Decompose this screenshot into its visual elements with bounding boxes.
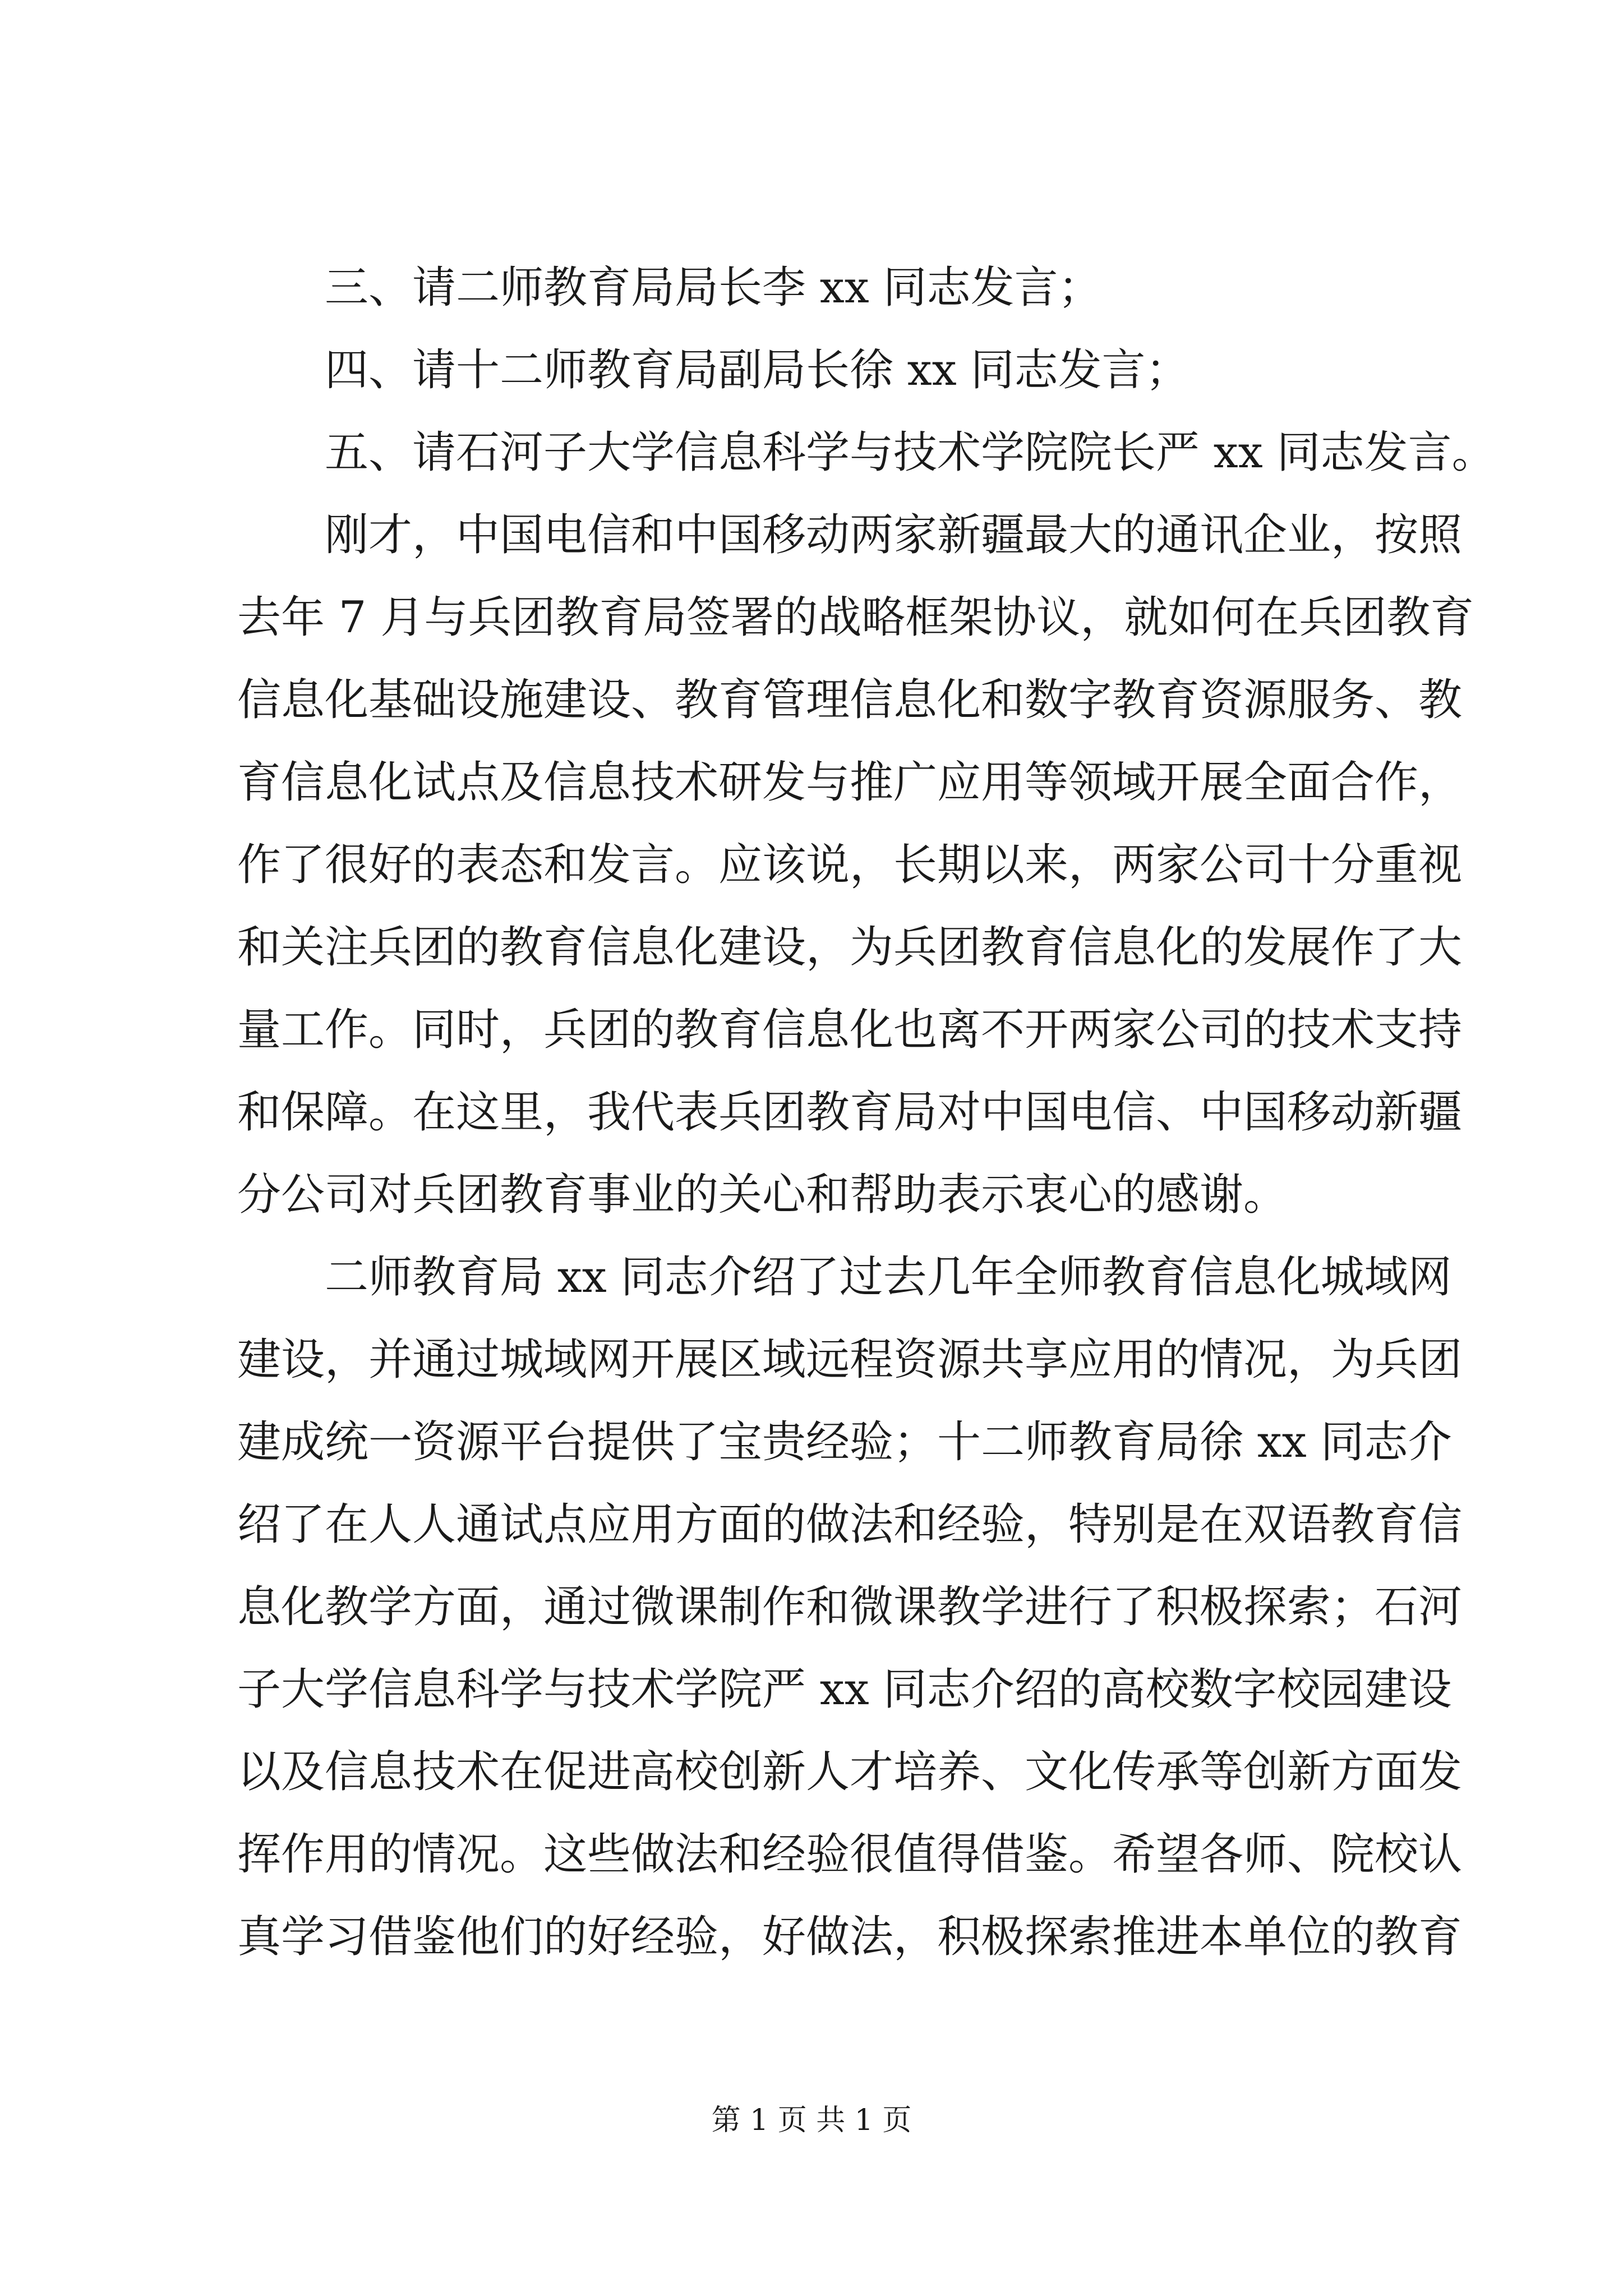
text-line: 建成统一资源平台提供了宝贵经验；十二师教育局徐 xx 同志介 bbox=[237, 1417, 1452, 1467]
text-line: 子大学信息科学与技术学院严 xx 同志介绍的高校数字校园建设 bbox=[237, 1664, 1452, 1715]
text-line: 真学习借鉴他们的好经验，好做法，积极探索推进本单位的教育 bbox=[237, 1912, 1463, 1962]
text-line: 五、请石河子大学信息科学与技术学院院长严 xx 同志发言。 bbox=[325, 427, 1496, 478]
text-line: 三、请二师教育局局长李 xx 同志发言； bbox=[325, 263, 1102, 313]
text-line: 四、请十二师教育局副局长徐 xx 同志发言； bbox=[325, 345, 1189, 395]
text-line: 分公司对兵团教育事业的关心和帮助表示衷心的感谢。 bbox=[237, 1170, 1288, 1220]
page-footer bbox=[0, 2101, 1623, 2140]
text-line: 刚才，中国电信和中国移动两家新疆最大的通讯企业，按照 bbox=[325, 510, 1463, 560]
text-line: 和关注兵团的教育信息化建设，为兵团教育信息化的发展作了大 bbox=[237, 922, 1463, 973]
text-line: 信息化基础设施建设、教育管理信息化和数字教育资源服务、教 bbox=[237, 675, 1463, 725]
text-line: 量工作。同时，兵团的教育信息化也离不开两家公司的技术支持 bbox=[237, 1005, 1463, 1055]
text-line: 育信息化试点及信息技术研发与推广应用等领域开展全面合作， bbox=[237, 757, 1463, 808]
text-line: 去年 7 月与兵团教育局签署的战略框架协议，就如何在兵团教育 bbox=[237, 592, 1474, 643]
text-line: 挥作用的情况。这些做法和经验很值得借鉴。希望各师、院校认 bbox=[237, 1829, 1463, 1880]
text-line: 作了很好的表态和发言。应该说，长期以来，两家公司十分重视 bbox=[237, 840, 1463, 890]
text-line: 息化教学方面，通过微课制作和微课教学进行了积极探索；石河 bbox=[237, 1582, 1463, 1632]
text-line: 和保障。在这里，我代表兵团教育局对中国电信、中国移动新疆 bbox=[237, 1087, 1463, 1138]
body-text bbox=[237, 247, 1496, 1978]
text-line: 绍了在人人通试点应用方面的做法和经验，特别是在双语教育信 bbox=[237, 1499, 1463, 1550]
text-line: 以及信息技术在促进高校创新人才培养、文化传承等创新方面发 bbox=[237, 1747, 1463, 1797]
text-line: 建设，并通过城域网开展区域远程资源共享应用的情况，为兵团 bbox=[237, 1335, 1463, 1385]
text-line: 二师教育局 xx 同志介绍了过去几年全师教育信息化城域网 bbox=[325, 1252, 1452, 1303]
page-number-label: 第 1 页 共 1 页 bbox=[711, 2104, 912, 2137]
